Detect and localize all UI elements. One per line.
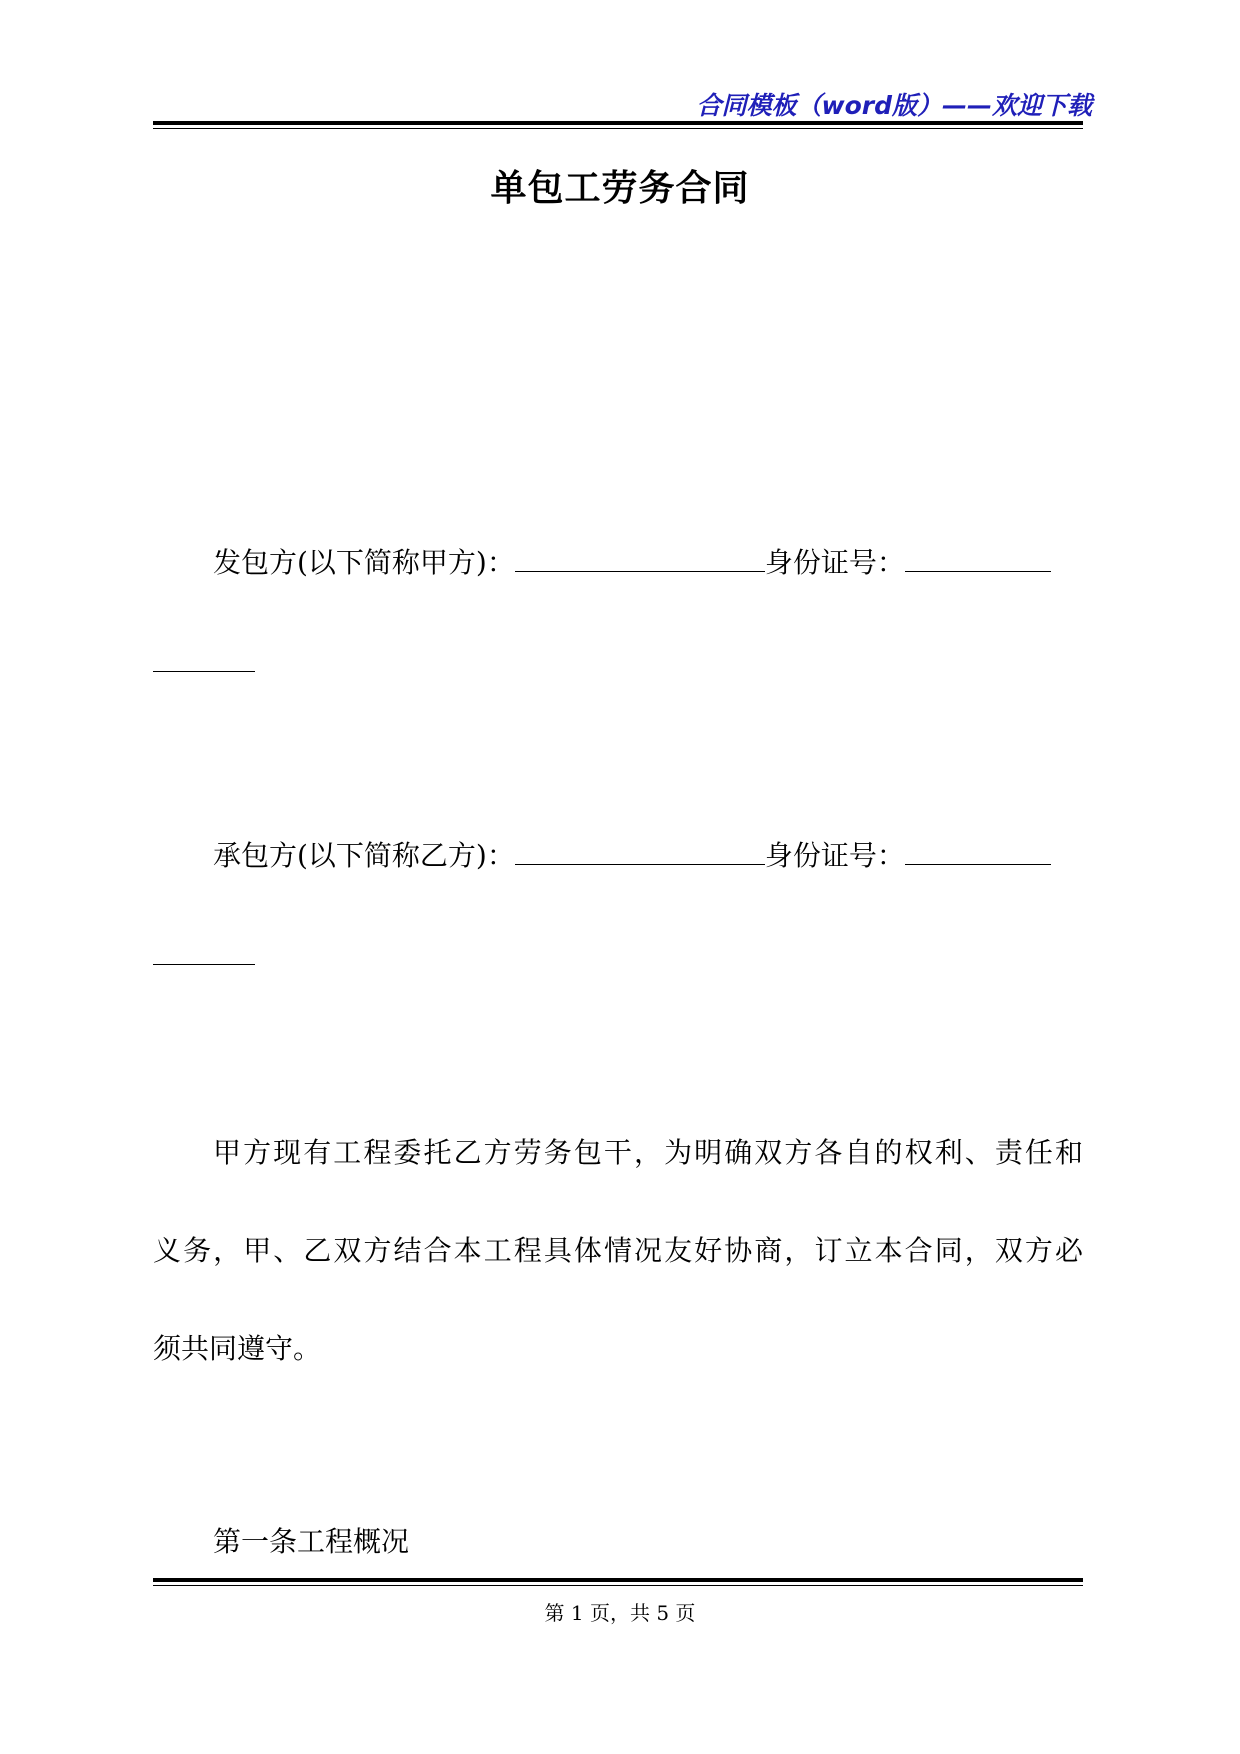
footer-rule-thin [153,1585,1083,1586]
party-a-id-label: 身份证号： [764,546,905,579]
party-b-id-blank[interactable] [905,838,1051,865]
party-b-id-label: 身份证号： [764,839,905,872]
page-number: 第 1 页，共 5 页 [544,1601,696,1625]
header-text: 合同模板（word版）——欢迎下载 [696,91,1092,120]
party-b-label: 承包方(以下简称乙方)： [213,839,515,872]
intro-line-2: 义务，甲、乙双方结合本工程具体情况友好协商，订立本合同，双方必 [153,1234,1083,1267]
party-b-line [153,836,1083,876]
party-a-id-blank[interactable] [905,545,1051,572]
party-b-name-blank[interactable] [515,838,765,865]
header-rule-thin [153,128,1083,129]
party-b-id-blank-cont[interactable] [153,938,255,965]
party-a-continuation [153,643,1083,683]
party-b-continuation [153,936,1083,976]
party-a-id-blank-cont[interactable] [153,645,255,672]
party-a-line [153,543,1083,583]
footer-rule-thick [153,1578,1083,1582]
section-1-heading: 第一条工程概况 [213,1525,410,1558]
intro-line-1: 甲方现有工程委托乙方劳务包干，为明确双方各自的权利、责任和 [213,1136,1083,1169]
party-a-name-blank[interactable] [515,545,765,572]
intro-line-3: 须共同遵守。 [153,1332,322,1365]
document-title: 单包工劳务合同 [490,167,750,209]
party-a-label: 发包方(以下简称甲方)： [213,546,515,579]
header-rule-thick [153,121,1083,125]
